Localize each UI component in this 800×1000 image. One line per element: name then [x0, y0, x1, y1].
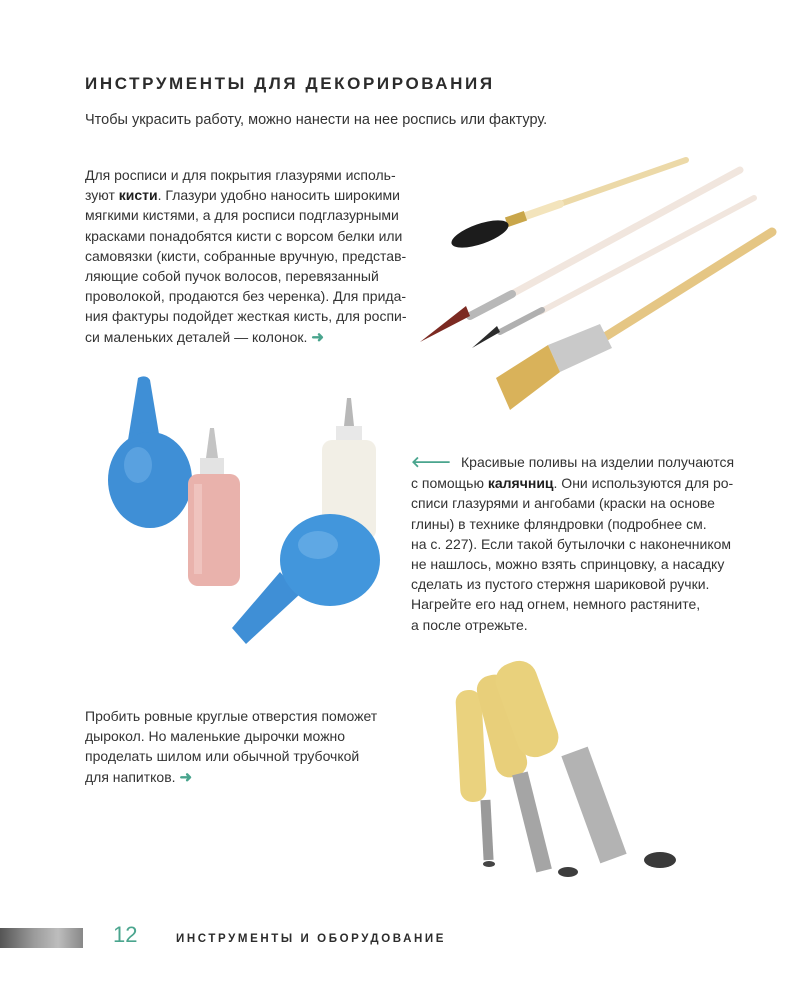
intro-text: Чтобы украсить работу, можно нанести на нее роспись или фактуру.	[85, 112, 548, 128]
white-bottle	[322, 398, 376, 540]
text-line: глины) в технике фляндровки (подробнее см.	[411, 515, 707, 532]
text-line: проделать шилом или обычной трубочкой	[85, 748, 360, 765]
arrow-left-icon: 🡐	[411, 454, 452, 471]
text-line: мягкими кистями, а для росписи подглазурными	[85, 207, 399, 224]
mop-brush	[448, 160, 686, 253]
round-brush	[420, 170, 740, 342]
text-line: Для росписи и для покрытия глазурями исполь-	[85, 167, 396, 183]
flat-brush	[496, 232, 772, 410]
text-line: ляющие собой пучок волосов, перевязанный	[85, 268, 379, 285]
text-line: дырокол. Но маленькие дырочки можно	[85, 728, 346, 745]
text-line: на с. 227). Если такой бутылочки с наконечником	[411, 535, 732, 552]
arrow-right-icon: ➜	[179, 768, 193, 786]
text-line: не нашлось, можно взять спринцовку, а насадку	[411, 556, 725, 573]
text-line: си маленьких деталей — колонок. ➜	[85, 328, 324, 346]
section-title: ИНСТРУМЕНТЫ И ОБОРУДОВАНИЕ	[176, 933, 447, 945]
pink-bottle	[188, 428, 240, 586]
term-brushes: кисти	[118, 187, 158, 204]
liner-brush	[472, 198, 754, 348]
footer-texture-strip	[0, 928, 83, 948]
text-line: Пробить ровные круглые отверстия поможет	[85, 708, 378, 724]
text-line: ния фактуры подойдет жесткая кисть, для роспи-	[85, 308, 407, 325]
text-line: 🡐 Красивые поливы на изделии получаются	[411, 452, 756, 473]
brushes-paragraph	[85, 165, 420, 348]
page-number: 12	[113, 922, 138, 947]
page-heading: ИНСТРУМЕНТЫ ДЛЯ ДЕКОРИРОВАНИЯ	[85, 74, 495, 93]
punch-paragraph	[85, 706, 405, 788]
text-line: сделать из пустого стержня шариковой ручки.	[411, 576, 710, 593]
hole-cutter-medium	[474, 672, 578, 877]
hole-cutter-large	[491, 656, 676, 868]
text-line: красками понадобятся кисти с ворсом белки или	[85, 227, 403, 244]
text-line: с помощью калячниц. Они используются для ро-	[411, 475, 734, 492]
blue-bulb-syringe-tilted	[232, 514, 380, 644]
text-line: зуют кисти. Глазури удобно наносить широкими	[85, 187, 400, 204]
arrow-right-icon: ➜	[311, 328, 324, 346]
text-line: Нагрейте его над огнем, немного растяните,	[411, 596, 701, 613]
term-bottles: калячниц	[487, 475, 554, 492]
text-line: списи глазурями и ангобами (краски на основе	[411, 495, 715, 512]
text-line: для напитков. ➜	[85, 768, 193, 786]
blue-bulb-syringe	[108, 376, 192, 528]
text-line: а после отрежьте.	[411, 616, 528, 633]
hole-cutter-small	[455, 689, 495, 867]
bottles-paragraph	[411, 452, 756, 635]
text-line: самовязки (кисти, собранные вручную, представ-	[85, 247, 407, 264]
text-line: проволокой, продаются без черенка). Для прида-	[85, 288, 407, 305]
